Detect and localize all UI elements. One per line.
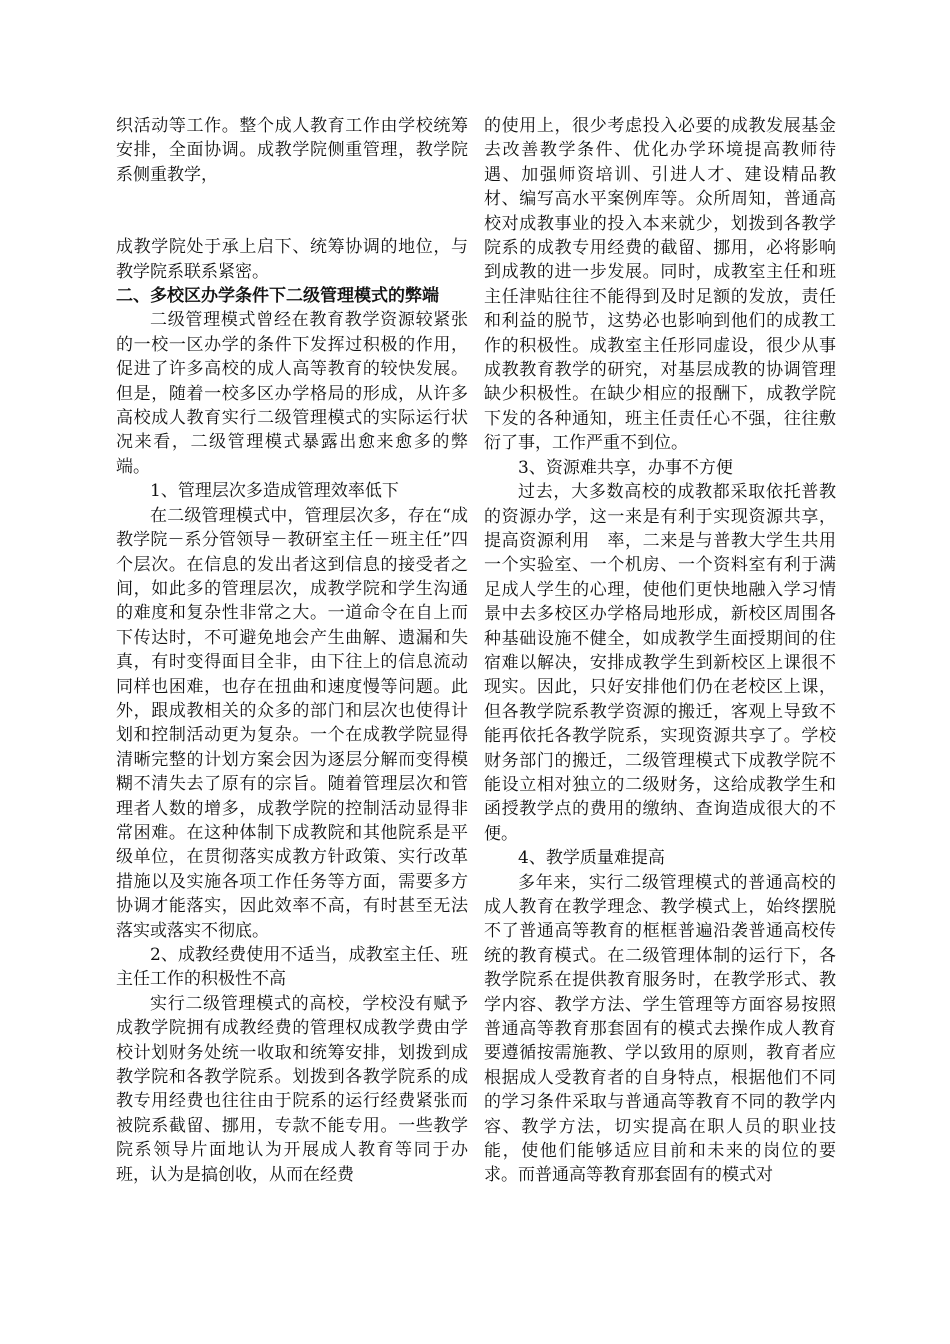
blank-gap (116, 187, 468, 235)
paragraph: 成教学院处于承上启下、统筹协调的地位，与教学院系联系紧密。 (116, 237, 468, 282)
subheading: 4、教学质量难提高 (518, 848, 665, 869)
paragraph-continuation: 的使用上，很少考虑投入必要的成教发展基金去改善教学条件、优化办学环境提高教师待遇、加强师资培训、引进人才、建设精品教材、编写高水平案例库等。众所周知，普通高校对成教事业的投入本来就少，划拨到各教学院系的成教专用经费的截留、挪用，必将影响到成教的进一步发展。同时，成教室主任和班主任津贴往往不能得到及时足额的发放，责任和利益的脱节，这势必也影响到他们的成教工作的积极性。成教室主任形同虚设，很少从事成教教育教学的研究，对基层成教的协调管理缺少积极性。在缺少相应的报酬下，成教学院下发的各种通知，班主任责任心不强，往往敷衍了事，工作严重不到位。 (484, 116, 836, 454)
subheading: 1、管理层次多造成管理效率低下 (150, 481, 399, 502)
paragraph: 在二级管理模式中，管理层次多，存在“成教学院－系分管领导－教研室主任－班主任”四个层次。在信息的发出者这到信息的接受者之间，如此多的管理层次，成教学院和学生沟通的难度和复杂性非常之大。一道命令在自上而下传达时，不可避免地会产生曲解、遗漏和失真，有时变得面目全非，由下往上的信息流动同样也困难，也存在扭曲和速度慢等问题。此外，跟成教相关的众多的部门和层次也使得计划和控制活动更为复杂。一个在成教学院显得清晰完整的计划方案会因为逐层分解而变得模糊不清失去了原有的宗旨。随着管理层次和管理者人数的增多，成教学院的控制活动显得非常困难。在这种体制下成教院和其他院系是平级单位，在贯彻落实成教方针政策、实行改革措施以及实施各项工作任务等方面，需要多方协调才能落实，因此效率不高，有时甚至无法落实或落实不彻底。 (116, 505, 468, 941)
left-column (116, 114, 468, 1187)
paragraph: 多年来，实行二级管理模式的普通高校的成人教育在教学理念、教学模式上，始终摆脱不了普通高等教育的框框普遍沿袭普通高校传统的教育模式。在二级管理体制的运行下，各教学院系在提供教育服务时，在教学形式、教学内容、教学方法、学生管理等方面容易按照普通高等教育那套固有的模式去操作成人教育要遵循按需施教、学以致用的原则，教育者应根据成人受教育者的自身特点，根据他们不同的学习条件采取与普通高等教育不同的教学内容、教学方法，切实提高在职人员的职业技能，使他们能够适应目前和未来的岗位的要求。而普通高等教育那套固有的模式对 (484, 872, 836, 1186)
paragraph: 过去，大多数高校的成教都采取依托普教的资源办学，这一来是有利于实现资源共享，提高资源利用 率，二来是与普教大学生共用一个实验室、一个机房、一个资料室有利于满足成人学生的心理，使他们更快地融入学习情景中去多校区办学格局地形成，新校区周围各种基础设施不健全，如成教学生面授期间的住宿难以解决，安排成教学生到新校区上课很不现实。因此，只好安排他们仍在老校区上课，但各教学院系教学资源的搬迁，客观上导致不能再依托各教学院系，实现资源共享了。学校财务部门的搬迁，二级管理模式下成教学院不能设立相对独立的二级财务，这给成教学生和函授教学点的费用的缴纳、查询造成很大的不便。 (484, 482, 836, 844)
section-heading: 二、多校区办学条件下二级管理模式的弊端 (116, 286, 439, 307)
right-column (484, 114, 836, 1188)
paragraph-continuation: 织活动等工作。整个成人教育工作由学校统筹安排，全面协调。成教学院侧重管理，教学院系侧重教学， (116, 116, 468, 185)
subheading: 3、资源难共享，办事不方便 (518, 457, 733, 478)
paragraph: 二级管理模式曾经在教育教学资源较紧张的一校一区办学的条件下发挥过积极的作用，促进了许多高校的成人高等教育的较快发展。但是，随着一校多区办学格局的形成，从许多高校成人教育实行二级管理模式的实际运行状况来看，二级管理模式暴露出愈来愈多的弊端。 (116, 310, 468, 477)
subheading: 2、成教经费使用不适当，成教室主任、班主任工作的积极性不高 (116, 945, 468, 990)
paragraph: 实行二级管理模式的高校，学校没有赋予成教学院拥有成教经费的管理权成教学费由学校计划财务处统一收取和统筹安排，划拨到成教学院和各教学院系。划拨到各教学院系的成教专用经费也往往由于院系的运行经费紧张而被院系截留、挪用，专款不能专用。一些教学院系领导片面地认为开展成人教育等同于办班，认为是搞创收，从而在经费 (116, 993, 468, 1185)
